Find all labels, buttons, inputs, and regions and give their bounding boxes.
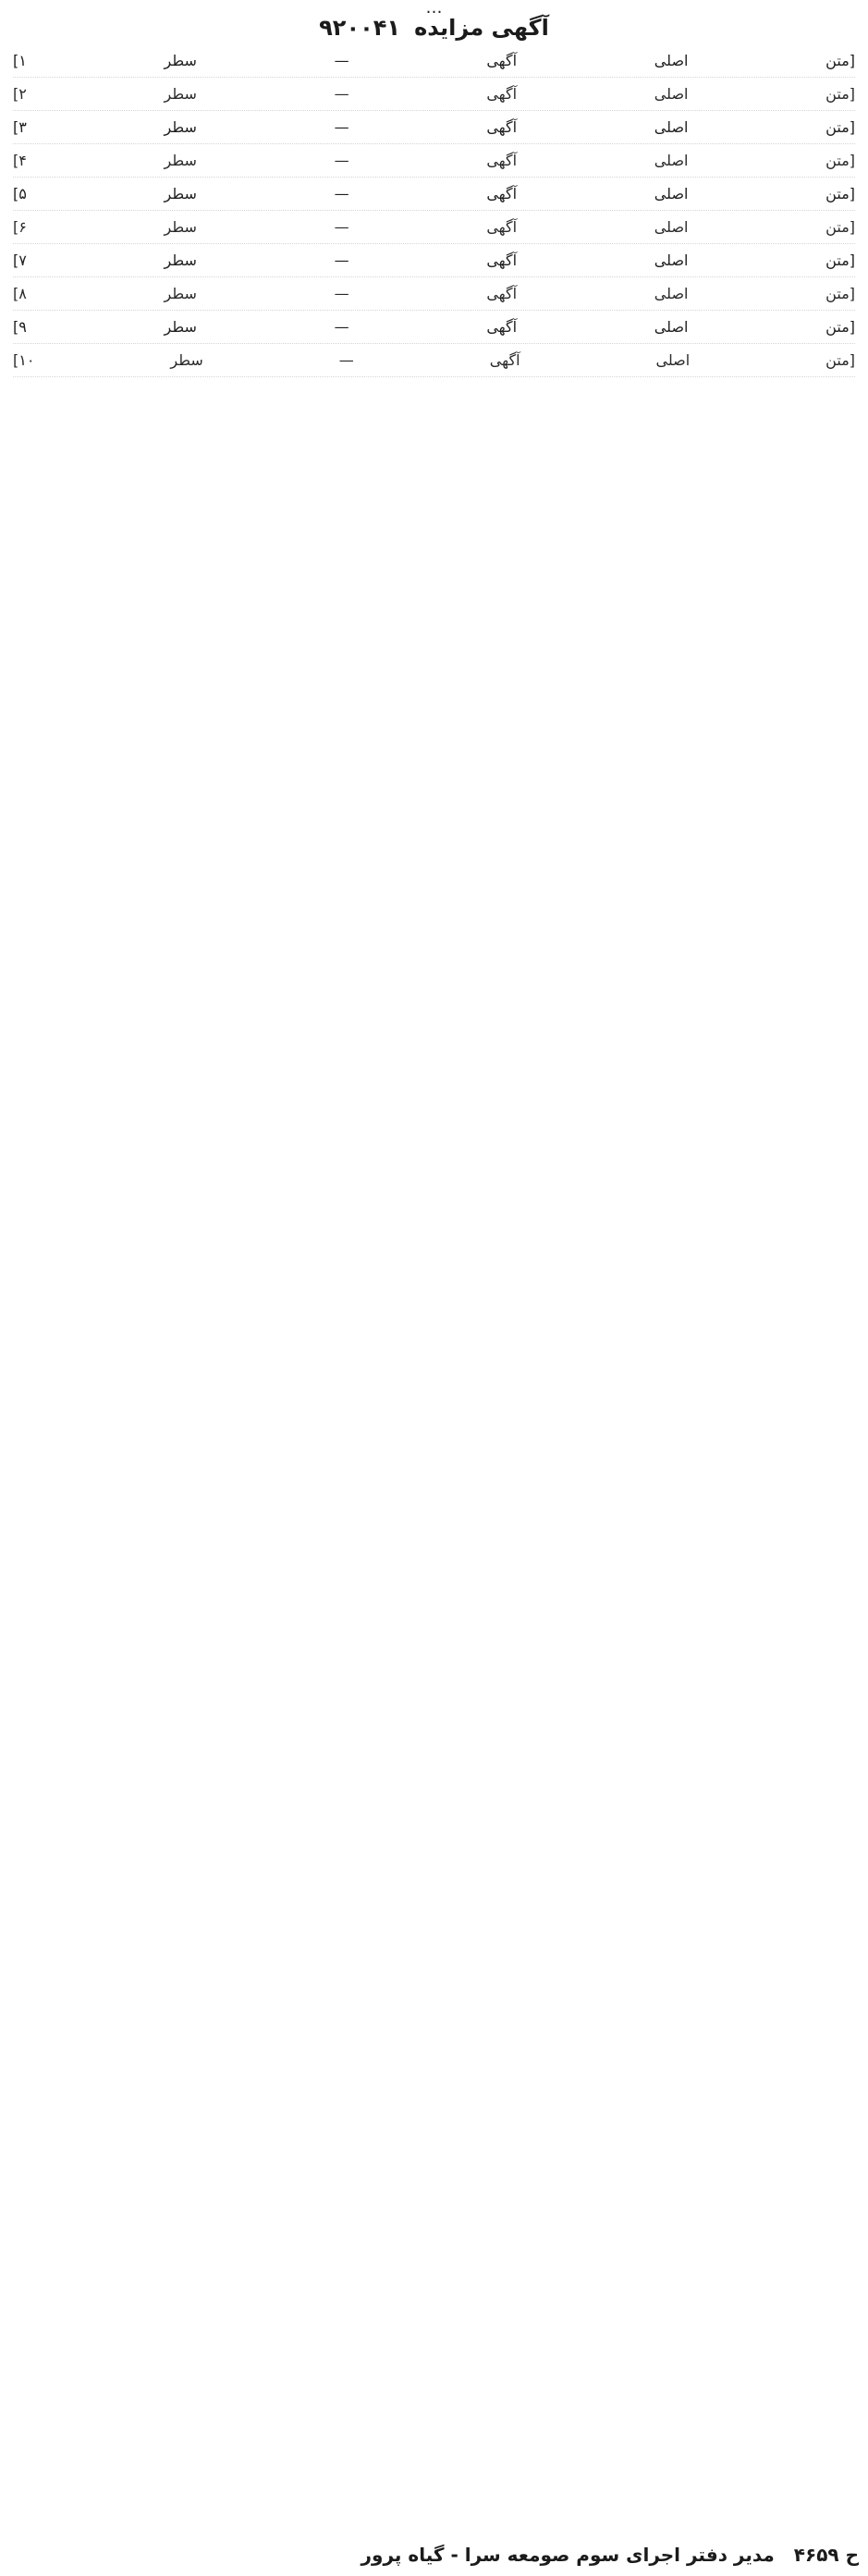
notice-text-line: [متن اصلی آگهی — سطر ۶] bbox=[13, 211, 855, 244]
notice-reference-code: ح ۴۶۵۹ bbox=[793, 2544, 859, 2566]
notice-footer bbox=[9, 2543, 859, 2567]
notice-text-line: [متن اصلی آگهی — سطر ۲] bbox=[13, 78, 855, 111]
notice-text-line: [متن اصلی آگهی — سطر ۱] bbox=[13, 44, 855, 78]
notice-header bbox=[9, 15, 859, 41]
notice-text-line: [متن اصلی آگهی — سطر ۷] bbox=[13, 244, 855, 277]
issuer-signature-line: مدیر دفتر اجرای سوم صومعه سرا - گیاه پرور bbox=[361, 2544, 775, 2566]
notice-number: ۹۲۰۰۴۱ bbox=[319, 15, 401, 41]
notice-body bbox=[9, 44, 859, 2485]
notice-text-line: [متن اصلی آگهی — سطر ۴] bbox=[13, 144, 855, 178]
notice-text-line: [متن اصلی آگهی — سطر ۱۰] bbox=[13, 344, 855, 377]
notice-text-line: [متن اصلی آگهی — سطر ۵] bbox=[13, 178, 855, 211]
newspaper-banner-clipped: … bbox=[425, 0, 443, 13]
notice-text-line: [متن اصلی آگهی — سطر ۹] bbox=[13, 311, 855, 344]
notice-text-line: [متن اصلی آگهی — سطر ۸] bbox=[13, 277, 855, 311]
notice-text-line: [متن اصلی آگهی — سطر ۳] bbox=[13, 111, 855, 144]
notice-title: آگهی مزایده bbox=[414, 15, 549, 41]
